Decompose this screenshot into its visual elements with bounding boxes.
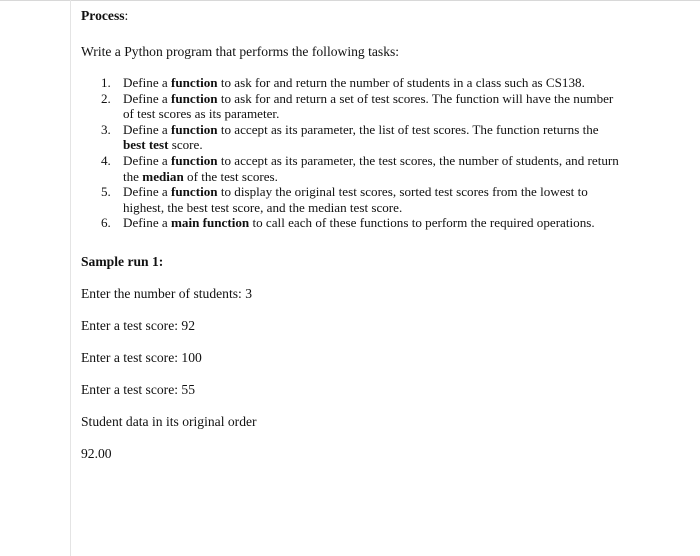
task-number: 3. (101, 121, 111, 137)
top-border (0, 0, 700, 1)
sample-run-line: Enter a test score: 92 (81, 317, 195, 333)
task-item (81, 91, 623, 122)
sample-run-line: 92.00 (81, 445, 112, 461)
task-keyword: function (170, 121, 218, 137)
task-number: 6. (101, 215, 111, 231)
task-number: 4. (101, 152, 111, 168)
task-item (81, 215, 623, 231)
task-text: to call each of these functions to perform the required operations. (249, 215, 595, 231)
task-item (81, 153, 623, 184)
task-text: to ask for and return the number of students in a class such as CS138. (217, 75, 585, 90)
sample-run-line: Enter a test score: 100 (81, 349, 202, 365)
process-heading-label: Process (81, 8, 125, 23)
task-keyword: function (170, 75, 218, 90)
sample-run-line: Enter the number of students: 3 (81, 285, 253, 301)
task-text: Define a (123, 121, 171, 137)
task-text: Define a (123, 90, 171, 106)
task-keyword: median (142, 168, 184, 184)
process-heading-colon: : (124, 8, 129, 23)
sample-run-line: Student data in its original order (81, 413, 257, 429)
task-item (81, 122, 623, 153)
task-item (81, 75, 623, 91)
task-text: score. (168, 137, 203, 153)
task-keyword: function (170, 90, 218, 106)
task-text: to accept as its parameter, the list of test scores. The function returns the (217, 121, 599, 137)
sample-run-title: Sample run 1: (81, 253, 164, 269)
task-text: Define a (123, 75, 171, 90)
task-number: 1. (101, 75, 111, 90)
process-heading (81, 8, 671, 24)
intro-text: Write a Python program that performs the following tasks: (81, 44, 400, 59)
task-keyword: function (170, 152, 218, 168)
document-content (81, 8, 671, 462)
task-keyword: main function (170, 215, 250, 231)
task-text: Define a (123, 184, 171, 200)
task-keyword: best test (123, 137, 169, 153)
task-item (81, 184, 623, 215)
task-text: to accept as its parameter, the test scores, the number of students, and return the (123, 152, 619, 184)
task-text: to display the original test scores, sorted test scores from the lowest to highest, the best test score, and the median test score. (123, 184, 588, 215)
task-text: of the test scores. (183, 168, 278, 184)
task-text: to ask for and return a set of test scores. The function will have the number of test scores as its parameter. (123, 90, 614, 122)
task-text: Define a (123, 215, 171, 231)
task-keyword: function (170, 184, 218, 200)
task-text: Define a (123, 152, 171, 168)
task-number: 2. (101, 90, 111, 106)
task-number: 5. (101, 184, 111, 200)
sample-run-line: Enter a test score: 55 (81, 381, 195, 397)
left-margin-line (70, 0, 71, 556)
task-list (81, 75, 671, 231)
